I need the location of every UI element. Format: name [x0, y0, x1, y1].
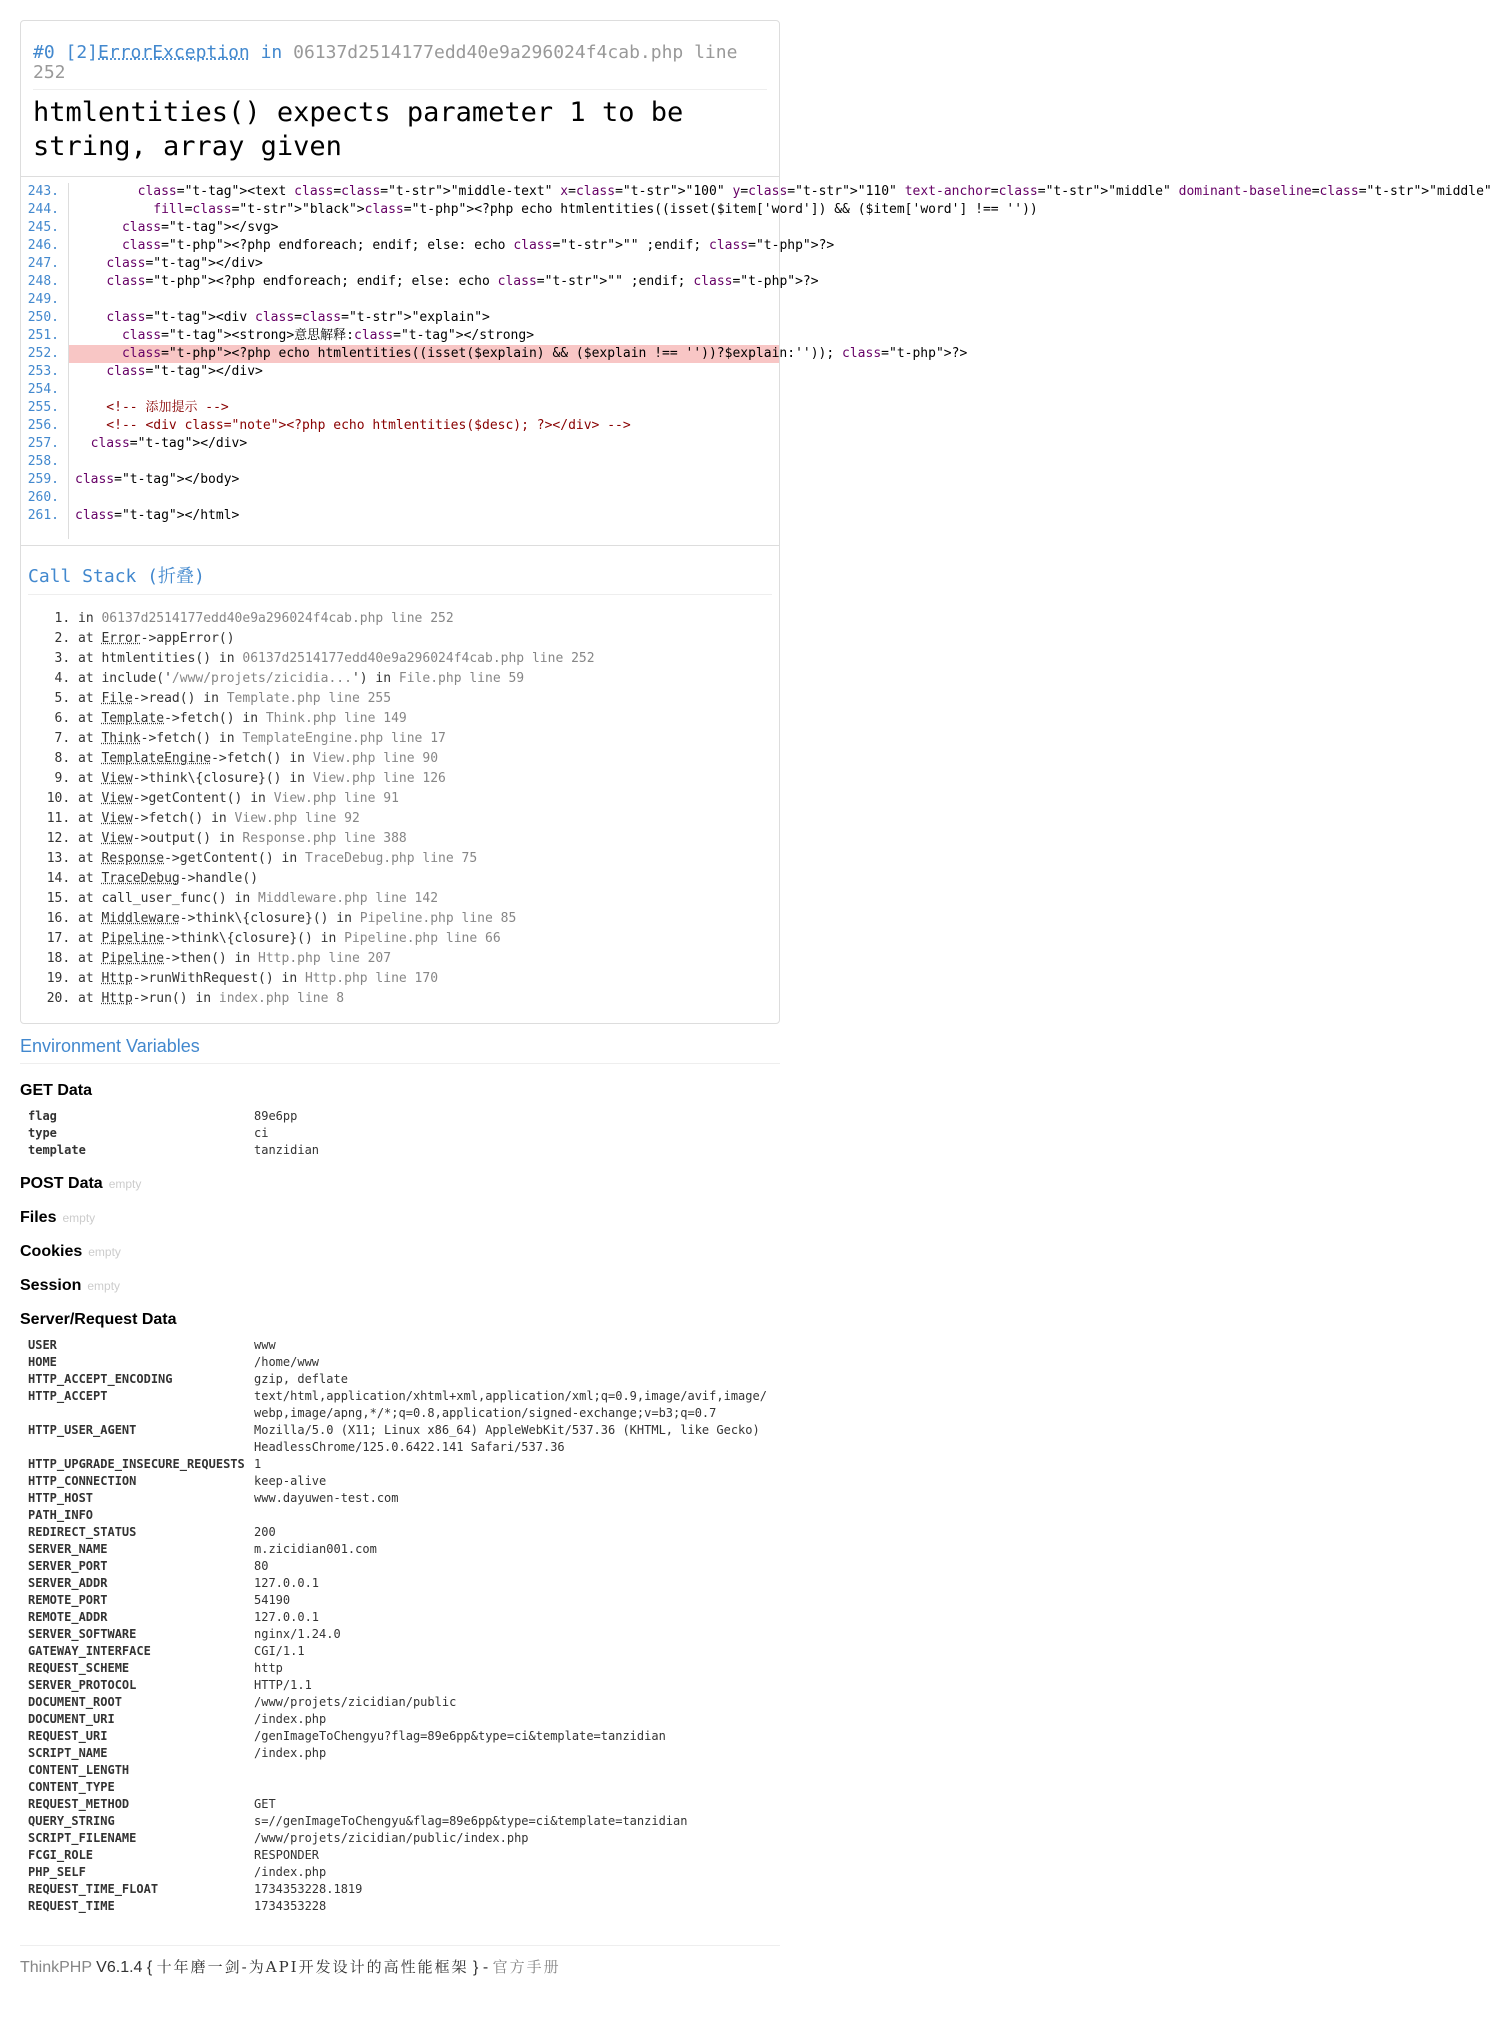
call-stack-file: index.php line 8 — [218, 991, 345, 1006]
kv-row — [28, 1626, 780, 1643]
call-stack-prefix: at — [78, 951, 102, 966]
kv-row — [28, 1830, 780, 1847]
environment-title: Environment Variables — [20, 1036, 780, 1064]
kv-key: REQUEST_METHOD — [28, 1797, 130, 1811]
source-line-number: 254. — [27, 382, 59, 397]
kv-value: s=//genImageToChengyu&flag=89e6pp&type=ci&template=tanzidian — [254, 1814, 688, 1828]
call-stack-item — [78, 809, 772, 829]
kv-row — [28, 1592, 780, 1609]
kv-value: 127.0.0.1 — [254, 1576, 320, 1590]
call-stack-item — [78, 789, 772, 809]
source-line-code: class="t-php"><?php endforeach; endif; else: echo class="t-str">"" ;endif; class="t-php">?> — [106, 274, 819, 289]
kv-row — [28, 1779, 780, 1796]
kv-row — [28, 1524, 780, 1541]
kv-row — [28, 1575, 780, 1592]
kv-row — [28, 1728, 780, 1745]
exception-title — [33, 43, 767, 90]
call-stack-list — [28, 609, 772, 1009]
kv-key: CONTENT_TYPE — [28, 1780, 115, 1794]
call-stack-class-link[interactable]: File — [101, 691, 133, 706]
kv-value — [254, 1507, 774, 1524]
call-stack-class-link[interactable]: Response — [101, 851, 165, 866]
kv-key: QUERY_STRING — [28, 1814, 115, 1828]
session-heading — [20, 1277, 780, 1295]
source-line-code: class="t-tag"></html> — [75, 508, 240, 523]
kv-row — [28, 1125, 780, 1142]
exception-message: htmlentities() expects parameter 1 to be string, array given — [33, 97, 684, 162]
source-line — [21, 453, 779, 471]
files-title: Files — [20, 1209, 57, 1226]
server-data-title: Server/Request Data — [20, 1311, 177, 1328]
kv-row — [28, 1847, 780, 1864]
source-line — [21, 471, 779, 489]
kv-row — [28, 1711, 780, 1728]
call-stack-method: ->fetch() in — [164, 711, 266, 726]
kv-value: RESPONDER — [254, 1848, 320, 1862]
call-stack-prefix: at — [78, 691, 102, 706]
source-line-code: class="t-tag"><div class=class="t-str">"explain"> — [106, 310, 490, 325]
call-stack-class-link[interactable]: Middleware — [101, 911, 180, 926]
call-stack-item — [78, 909, 772, 929]
source-line-number: 259. — [27, 472, 59, 487]
source-line-code: <!-- 添加提示 --> — [75, 400, 229, 415]
source-line — [21, 237, 835, 255]
call-stack-prefix: at — [78, 711, 102, 726]
call-stack-prefix: at — [78, 631, 102, 646]
exception-header — [21, 21, 779, 176]
cookies-empty: empty — [88, 1245, 121, 1259]
kv-value: 127.0.0.1 — [254, 1610, 320, 1624]
call-stack-file: 06137d2514177edd40e9a296024f4cab.php line 252 — [242, 651, 595, 666]
call-stack-prefix: at htmlentities() in — [78, 651, 243, 666]
kv-key: flag — [28, 1109, 57, 1123]
call-stack-method: ->fetch() in — [132, 811, 235, 826]
source-line — [21, 273, 819, 291]
call-stack-method: ->think\{closure}() in — [164, 931, 345, 946]
call-stack-class-link[interactable]: Error — [101, 631, 141, 646]
call-stack-prefix: at include(' — [78, 671, 172, 686]
call-stack-class-link[interactable]: TemplateEngine — [101, 751, 212, 766]
kv-value: nginx/1.24.0 — [254, 1627, 341, 1641]
call-stack-item — [78, 669, 772, 689]
source-line — [21, 489, 779, 507]
kv-key: FCGI_ROLE — [28, 1848, 94, 1862]
source-line — [21, 435, 779, 453]
get-data-heading — [20, 1082, 780, 1100]
call-stack-prefix: at — [78, 911, 102, 926]
call-stack-item — [78, 649, 772, 669]
kv-value: GET — [254, 1797, 276, 1811]
call-stack-method: ->output() in — [132, 831, 243, 846]
kv-value: 200 — [254, 1525, 276, 1539]
kv-row — [28, 1422, 780, 1456]
source-line — [21, 219, 779, 237]
kv-row — [28, 1108, 780, 1125]
call-stack-class-link[interactable]: Http — [101, 991, 133, 1006]
source-line — [21, 381, 779, 399]
kv-key: HTTP_HOST — [28, 1491, 94, 1505]
call-stack-item — [78, 969, 772, 989]
kv-row — [28, 1142, 780, 1159]
kv-value: /home/www — [254, 1355, 320, 1369]
source-code-block — [21, 176, 1492, 546]
kv-value: keep-alive — [254, 1474, 327, 1488]
call-stack-file: Http.php line 207 — [258, 951, 392, 966]
source-line-code: class="t-php"><?php echo htmlentities((isset($explain) && ($explain !== ''))?$explain:'')); class="t-php">?> — [121, 346, 968, 361]
kv-key: template — [28, 1143, 86, 1157]
call-stack-item — [78, 869, 772, 889]
kv-key: SCRIPT_NAME — [28, 1746, 108, 1760]
source-line — [21, 183, 1492, 201]
source-line-number: 251. — [27, 328, 59, 343]
call-stack-method: ->fetch() in — [140, 731, 243, 746]
call-stack-class-link[interactable]: TraceDebug — [101, 871, 180, 886]
call-stack-prefix: at — [78, 851, 102, 866]
source-line-number: 250. — [27, 310, 59, 325]
call-stack-prefix: at call_user_func() in — [78, 891, 259, 906]
kv-row — [28, 1541, 780, 1558]
kv-value: tanzidian — [254, 1143, 320, 1157]
kv-key: PATH_INFO — [28, 1508, 94, 1522]
source-line-code: class="t-php"><?php endforeach; endif; else: echo class="t-str">"" ;endif; class="t-php">?> — [121, 238, 835, 253]
call-stack-file: Think.php line 149 — [265, 711, 407, 726]
source-line-code: class="t-tag"></div> — [106, 364, 263, 379]
kv-key: HTTP_USER_AGENT — [28, 1423, 137, 1437]
call-stack-method: ->think\{closure}() in — [179, 911, 360, 926]
call-stack-item — [78, 929, 772, 949]
kv-row — [28, 1796, 780, 1813]
kv-value: gzip, deflate — [254, 1372, 348, 1386]
call-stack-class-link[interactable]: View — [101, 831, 133, 846]
cookies-heading — [20, 1243, 780, 1261]
kv-value: www — [254, 1338, 276, 1352]
source-line-number: 255. — [27, 400, 59, 415]
kv-value: CGI/1.1 — [254, 1644, 305, 1658]
source-line-number: 243. — [27, 184, 59, 199]
kv-row — [28, 1762, 780, 1779]
call-stack-class-link[interactable]: Http — [101, 971, 133, 986]
footer-slogan: 十年磨一剑-为API开发设计的高性能框架 — [156, 1958, 469, 1976]
source-line-number: 257. — [27, 436, 59, 451]
kv-row — [28, 1813, 780, 1830]
call-stack-prefix: at — [78, 831, 102, 846]
footer-version: V6.1.4 { — [91, 1959, 157, 1976]
kv-key: GATEWAY_INTERFACE — [28, 1644, 151, 1658]
call-stack-file: Template.php line 255 — [226, 691, 392, 706]
call-stack-file: /www/projets/zicidia... — [171, 671, 352, 686]
call-stack-method: ->getContent() in — [164, 851, 305, 866]
source-line-code: class="t-tag"><text class=class="t-str">"middle-text" x=class="t-str">"100" y=class="t-str">"110" text-anchor=class="t-str">"middle" dominant-baseline=class="t-str">"middle" — [137, 184, 1492, 199]
call-stack-prefix: at — [78, 871, 102, 886]
kv-value: www.dayuwen-test.com — [254, 1491, 399, 1505]
source-line — [21, 291, 779, 309]
source-line-code: class="t-tag"></svg> — [121, 220, 279, 235]
call-stack-method: ->read() in — [132, 691, 227, 706]
source-line-code: fill=class="t-str">"black">class="t-php"><?php echo htmlentities((isset($item['word']) && ($item['word'] !== '')) — [153, 202, 1038, 217]
call-stack-item — [78, 769, 772, 789]
call-stack-method: ->handle() — [179, 871, 259, 886]
source-line — [21, 363, 779, 381]
call-stack-item — [78, 949, 772, 969]
source-line-number: 256. — [27, 418, 59, 433]
kv-key: REQUEST_TIME — [28, 1899, 115, 1913]
call-stack-file: View.php line 126 — [312, 771, 446, 786]
session-title: Session — [20, 1277, 82, 1294]
call-stack-file: Response.php line 388 — [242, 831, 407, 846]
call-stack-method: ->getContent() in — [132, 791, 274, 806]
exception-in: in — [260, 42, 283, 63]
source-line-code: <!-- <div class="note"><?php echo htmlentities($desc); ?></div> --> — [75, 418, 631, 433]
exception-class-link[interactable]: ErrorException — [98, 42, 250, 63]
call-stack-method: ->think\{closure}() in — [132, 771, 313, 786]
kv-key: HTTP_UPGRADE_INSECURE_REQUESTS — [28, 1457, 245, 1471]
call-stack-method: ->then() in — [164, 951, 259, 966]
call-stack-method: ->appError() — [140, 631, 235, 646]
kv-value: text/html,application/xhtml+xml,application/xml;q=0.9,image/avif,image/webp,image/apng,*/*;q=0.8,application/signed-exchange;v=b3;q=0.7 — [254, 1389, 767, 1420]
call-stack-prefix: at — [78, 971, 102, 986]
call-stack-file: Pipeline.php line 85 — [359, 911, 517, 926]
call-stack-class-link[interactable]: Template — [101, 711, 165, 726]
kv-row — [28, 1694, 780, 1711]
source-line-number: 249. — [27, 292, 59, 307]
kv-value: /www/projets/zicidian/public/index.php — [254, 1831, 529, 1845]
call-stack-file: Pipeline.php line 66 — [344, 931, 501, 946]
call-stack-toggle[interactable]: (折叠) — [147, 566, 205, 587]
kv-key: SERVER_PROTOCOL — [28, 1678, 137, 1692]
kv-row — [28, 1609, 780, 1626]
kv-value — [254, 1762, 774, 1779]
source-line-number: 253. — [27, 364, 59, 379]
kv-value: /www/projets/zicidian/public — [254, 1695, 457, 1709]
call-stack-prefix: at — [78, 811, 102, 826]
source-line — [21, 309, 779, 327]
post-data-title: POST Data — [20, 1175, 103, 1192]
call-stack-prefix: in — [78, 611, 102, 626]
kv-value: 1734353228.1819 — [254, 1882, 363, 1896]
files-heading — [20, 1209, 780, 1227]
kv-key: HOME — [28, 1355, 57, 1369]
get-data-title: GET Data — [20, 1082, 93, 1099]
call-stack-file: File.php line 59 — [398, 671, 525, 686]
kv-key: REQUEST_TIME_FLOAT — [28, 1882, 159, 1896]
call-stack-class-link[interactable]: Think — [101, 731, 141, 746]
call-stack-file: View.php line 92 — [234, 811, 360, 826]
kv-row — [28, 1881, 780, 1898]
kv-key: SERVER_PORT — [28, 1559, 108, 1573]
exception-panel — [20, 20, 1492, 1024]
call-stack-method: ->fetch() in — [211, 751, 313, 766]
call-stack-item — [78, 689, 772, 709]
call-stack-file: Middleware.php line 142 — [258, 891, 439, 906]
source-line-number: 247. — [27, 256, 59, 271]
kv-row — [28, 1473, 780, 1490]
kv-value — [254, 1779, 774, 1796]
source-line-code: class="t-tag"></body> — [75, 472, 240, 487]
kv-key: SERVER_NAME — [28, 1542, 108, 1556]
footer — [20, 1945, 780, 1977]
call-stack-file: TraceDebug.php line 75 — [305, 851, 478, 866]
kv-row — [28, 1643, 780, 1660]
call-stack-item — [78, 989, 772, 1009]
kv-row — [28, 1490, 780, 1507]
session-empty: empty — [87, 1279, 121, 1293]
kv-row — [28, 1864, 780, 1881]
call-stack-title: Call Stack — [28, 566, 137, 587]
kv-value: /genImageToChengyu?flag=89e6pp&type=ci&template=tanzidian — [254, 1729, 666, 1743]
kv-value: 80 — [254, 1559, 269, 1573]
call-stack-class-link[interactable]: Pipeline — [101, 931, 165, 946]
kv-key: CONTENT_LENGTH — [28, 1763, 130, 1777]
kv-value: ci — [254, 1126, 269, 1140]
call-stack-prefix: at — [78, 791, 102, 806]
exception-index: #0 [2] — [33, 42, 99, 63]
get-data-table — [28, 1108, 780, 1159]
kv-row — [28, 1388, 780, 1422]
call-stack-item — [78, 889, 772, 909]
call-stack-item — [78, 609, 772, 629]
kv-value: Mozilla/5.0 (X11; Linux x86_64) AppleWebKit/537.36 (KHTML, like Gecko) HeadlessChrome/125.0.6422.141 Safari/537.36 — [254, 1423, 760, 1454]
server-data-table — [28, 1337, 780, 1915]
kv-value: HTTP/1.1 — [254, 1678, 312, 1692]
source-line-code: class="t-tag"></div> — [106, 256, 263, 271]
kv-row — [28, 1456, 780, 1473]
kv-key: REDIRECT_STATUS — [28, 1525, 137, 1539]
footer-close: } - — [468, 1959, 493, 1976]
source-line-number: 246. — [27, 238, 59, 253]
kv-key: REMOTE_ADDR — [28, 1610, 108, 1624]
source-line-number: 260. — [27, 490, 59, 505]
kv-value: 1734353228 — [254, 1899, 327, 1913]
kv-key: type — [28, 1126, 57, 1140]
server-data-heading — [20, 1311, 780, 1329]
thinkphp-link[interactable]: ThinkPHP — [20, 1959, 92, 1976]
kv-value: 89e6pp — [254, 1109, 298, 1123]
kv-key: DOCUMENT_URI — [28, 1712, 115, 1726]
source-line-number: 244. — [27, 202, 59, 217]
environment-section — [20, 1036, 780, 1915]
call-stack-file: Http.php line 170 — [304, 971, 439, 986]
call-stack-file: View.php line 91 — [273, 791, 399, 806]
source-line-code: class="t-tag"><strong>意思解释:class="t-tag"></strong> — [121, 328, 535, 343]
call-stack-heading — [28, 562, 772, 595]
kv-key: PHP_SELF — [28, 1865, 86, 1879]
call-stack-prefix: at — [78, 751, 102, 766]
call-stack-file: View.php line 90 — [312, 751, 439, 766]
kv-row — [28, 1898, 780, 1915]
call-stack-item — [78, 629, 772, 649]
kv-row — [28, 1371, 780, 1388]
cookies-title: Cookies — [20, 1243, 83, 1260]
call-stack-class-link[interactable]: View — [101, 771, 133, 786]
call-stack-prefix: at — [78, 931, 102, 946]
kv-row — [28, 1745, 780, 1762]
call-stack-item — [78, 709, 772, 729]
kv-value: 54190 — [254, 1593, 291, 1607]
kv-value: /index.php — [254, 1746, 327, 1760]
kv-key: SCRIPT_FILENAME — [28, 1831, 137, 1845]
kv-row — [28, 1660, 780, 1677]
kv-key: SERVER_ADDR — [28, 1576, 108, 1590]
post-data-heading — [20, 1175, 780, 1193]
kv-row — [28, 1354, 780, 1371]
source-line — [21, 399, 779, 417]
kv-key: HTTP_ACCEPT — [28, 1389, 108, 1403]
call-stack-prefix: at — [78, 771, 102, 786]
call-stack-item — [78, 749, 772, 769]
call-stack-suffix: ') in — [351, 671, 399, 686]
call-stack-file: 06137d2514177edd40e9a296024f4cab.php line 252 — [101, 611, 454, 626]
kv-row — [28, 1558, 780, 1575]
call-stack-file: TemplateEngine.php line 17 — [242, 731, 446, 746]
source-line — [21, 201, 1038, 219]
kv-row — [28, 1677, 780, 1694]
source-line-number: 245. — [27, 220, 59, 235]
call-stack-method: ->run() in — [132, 991, 219, 1006]
kv-key: HTTP_CONNECTION — [28, 1474, 137, 1488]
kv-row — [28, 1337, 780, 1354]
call-stack-item — [78, 729, 772, 749]
source-line-number: 248. — [27, 274, 59, 289]
call-stack-prefix: at — [78, 731, 102, 746]
source-line-number: 261. — [27, 508, 59, 523]
source-line — [21, 507, 779, 525]
call-stack-item — [78, 829, 772, 849]
call-stack-method: ->runWithRequest() in — [132, 971, 305, 986]
call-stack-section — [21, 546, 779, 1023]
source-line-highlighted — [21, 345, 968, 363]
kv-key: USER — [28, 1338, 57, 1352]
call-stack-prefix: at — [78, 991, 102, 1006]
kv-value: m.zicidian001.com — [254, 1542, 377, 1556]
kv-key: HTTP_ACCEPT_ENCODING — [28, 1372, 173, 1386]
kv-key: REQUEST_SCHEME — [28, 1661, 130, 1675]
exception-file: 06137d2514177edd40e9a296024f4cab.php line 252 — [33, 42, 738, 83]
source-line-number: 252. — [27, 346, 59, 361]
source-line — [21, 417, 779, 435]
kv-key: DOCUMENT_ROOT — [28, 1695, 122, 1709]
source-line-number: 258. — [27, 454, 59, 469]
call-stack-class-link[interactable]: View — [101, 811, 133, 826]
source-line-code: class="t-tag"></div> — [90, 436, 248, 451]
kv-key: REMOTE_PORT — [28, 1593, 108, 1607]
source-line — [21, 255, 779, 273]
kv-value: 1 — [254, 1457, 262, 1471]
kv-row — [28, 1507, 780, 1524]
manual-link[interactable]: 官方手册 — [492, 1958, 561, 1976]
kv-value: http — [254, 1661, 283, 1675]
call-stack-item — [78, 849, 772, 869]
kv-key: REQUEST_URI — [28, 1729, 108, 1743]
post-data-empty: empty — [108, 1177, 142, 1191]
files-empty: empty — [62, 1211, 96, 1225]
source-line — [21, 327, 779, 345]
call-stack-class-link[interactable]: View — [101, 791, 133, 806]
kv-value: /index.php — [254, 1865, 327, 1879]
kv-key: SERVER_SOFTWARE — [28, 1627, 137, 1641]
call-stack-class-link[interactable]: Pipeline — [101, 951, 165, 966]
kv-value: /index.php — [254, 1712, 327, 1726]
